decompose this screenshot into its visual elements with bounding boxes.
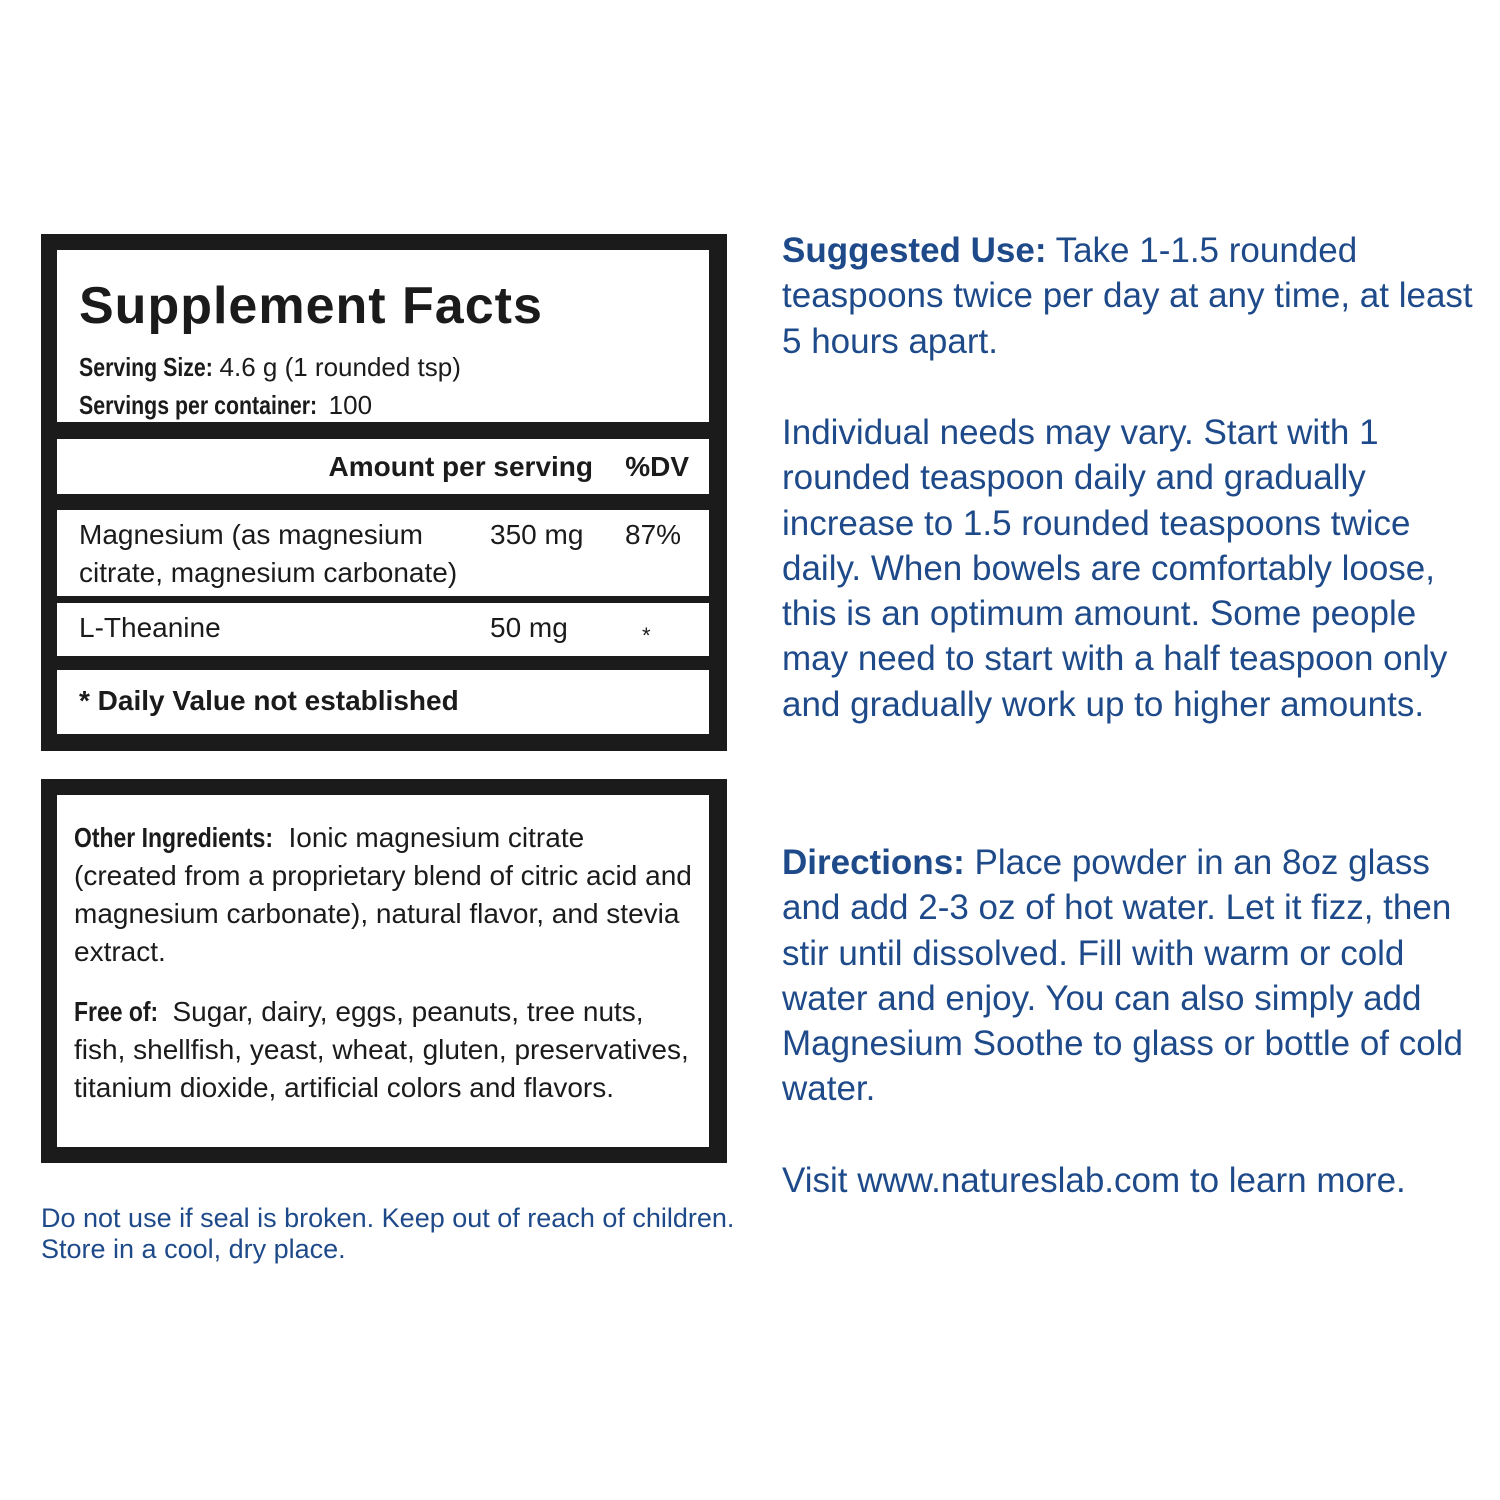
servings-label: Servings per container: (79, 390, 318, 420)
facts-row (57, 603, 709, 656)
free-of-label: Free of: (74, 996, 159, 1027)
column-dv: %DV (625, 451, 689, 482)
directions-text: Place powder in an 8oz glass and add 2-3 oz of hot water. Let it fizz, then stir until dissolved. Fill with warm or cold water and enjoy. You can also simply add Magnesium Soothe to glass or bottle of cold water. (782, 843, 1463, 1109)
supplement-facts-panel (41, 234, 727, 751)
facts-title: Supplement Facts (79, 277, 543, 335)
facts-header (57, 250, 709, 422)
serving-size-label: Serving Size: (79, 352, 213, 382)
suggested-use-label: Suggested Use: (782, 231, 1047, 270)
nutrient-amount: 350 mg (490, 519, 584, 550)
individual-needs-text: Individual needs may vary. Start with 1 rounded teaspoon daily and gradually increase to 1.5 rounded teaspoons twice daily. When bowels are comfortably loose, this is an optimum amount. Some people may need to start with a half teaspoon only and gradually work up to higher amounts. (782, 413, 1448, 724)
free-of-text: Sugar, dairy, eggs, peanuts, tree nuts, fish, shellfish, yeast, wheat, gluten, preservatives, titanium dioxide, artificial colors and flavors. (74, 996, 689, 1103)
other-ingredients-text: Ionic magnesium citrate (created from a proprietary blend of citric acid and magnesium carbonate), natural flavor, and stevia extract. (74, 822, 692, 967)
warning-text: Do not use if seal is broken. Keep out of reach of children. Store in a cool, dry place. (41, 1203, 735, 1264)
facts-footnote: * Daily Value not established (79, 685, 459, 716)
nutrient-dv: * (642, 623, 651, 648)
serving-size-value: 4.6 g (1 rounded tsp) (219, 352, 461, 382)
nutrient-dv: 87% (625, 519, 682, 550)
facts-footnote-cell (57, 670, 709, 734)
ingredients-content (57, 795, 709, 1147)
nutrient-amount: 50 mg (490, 612, 568, 643)
other-ingredients (74, 819, 693, 971)
servings-value: 100 (328, 390, 373, 420)
nutrient-name: Magnesium (as magnesium citrate, magnesium carbonate) (79, 519, 458, 588)
ingredients-panel (41, 779, 727, 1163)
serving-size (79, 351, 461, 383)
directions (782, 840, 1482, 1112)
facts-column-header (57, 439, 709, 494)
nutrient-name: L-Theanine (79, 612, 221, 643)
column-amount-per-serving: Amount per serving (328, 451, 593, 482)
suggested-use (782, 228, 1482, 364)
other-ingredients-label: Other Ingredients: (74, 822, 274, 853)
free-of (74, 993, 693, 1107)
directions-label: Directions: (782, 843, 965, 882)
facts-row (57, 510, 709, 596)
suggested-use-text: Take 1-1.5 rounded teaspoons twice per day at any time, at least 5 hours apart. (782, 231, 1473, 361)
visit-website-text: Visit www.natureslab.com to learn more. (782, 1161, 1406, 1200)
servings-per-container (79, 389, 372, 421)
